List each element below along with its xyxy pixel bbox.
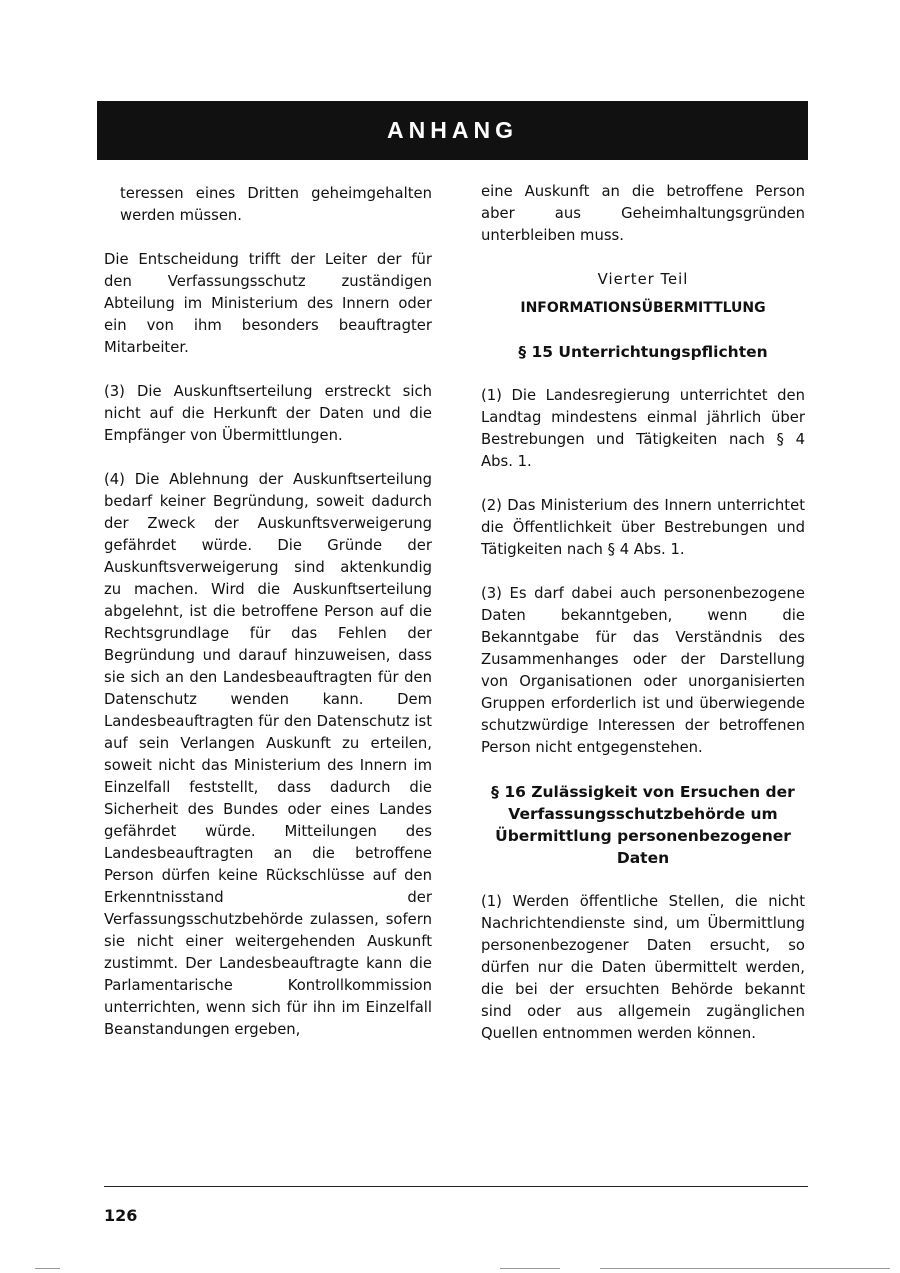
- page-number: 126: [104, 1206, 138, 1225]
- left-column: [104, 183, 432, 1063]
- section-15-paragraph-1: (1) Die Landesregierung unterrichtet den Landtag mindestens einmal jährlich über Bestrebungen und Tätigkeiten nach § 4 Abs. 1.: [481, 387, 805, 470]
- section-16-paragraph-1: (1) Werden öffentliche Stellen, die nicht Nachrichtendienste sind, um Übermittlung personenbezogener Daten ersucht, so dürfen nur die Daten übermittelt werden, die bei der ersuchten Behörde bekannt sind oder aus allgemein zugänglichen Quellen entnommen werden können.: [481, 893, 805, 1042]
- section-header-bar: [97, 101, 808, 160]
- paragraph-continued: teressen eines Dritten geheimgehalten werden müssen.: [120, 185, 432, 224]
- footer-rule: [104, 1186, 808, 1187]
- header-title: ANHANG: [387, 117, 518, 143]
- right-column: [481, 181, 805, 1067]
- section-16-heading: § 16 Zulässigkeit von Ersuchen der Verfassungsschutzbehörde um Übermittlung personenbezogener Daten: [491, 783, 795, 867]
- paragraph-4: (4) Die Ablehnung der Auskunftserteilung bedarf keiner Begründung, soweit dadurch der Zweck der Auskunftsverweigerung gefährdet würde. Die Gründe der Auskunftsverweigerung sind aktenkundig zu machen. Wird die Auskunftserteilung abgelehnt, ist die betroffene Person auf die Rechtsgrundlage für das Fehlen der Begründung und darauf hinzuweisen, dass sie sich an den Landesbeauftragten für den Datenschutz wenden kann. Dem Landesbeauftragten für den Datenschutz ist auf sein Verlangen Auskunft zu erteilen, soweit nicht das Ministerium des Innern im Einzelfall feststellt, dass dadurch die Sicherheit des Bundes oder eines Landes gefährdet würde. Mitteilungen des Landesbeauftragten an die betroffene Person dürfen keine Rückschlüsse auf den Erkenntnisstand der Verfassungsschutzbehörde zulassen, sofern sie nicht einer weitergehenden Auskunft zustimmt. Der Landesbeauftragte kann die Parlamentarische Kontrollkommission unterrichten, wenn sich für ihn im Einzelfall Beanstandungen ergeben,: [104, 471, 432, 1038]
- paragraph-continued-right: eine Auskunft an die betroffene Person aber aus Geheimhaltungsgründen unterbleiben muss.: [481, 183, 805, 244]
- paragraph-decision: Die Entscheidung trifft der Leiter der für den Verfassungsschutz zuständigen Abteilung im Ministerium des Innern oder ein von ihm besonders beauftragter Mitarbeiter.: [104, 251, 432, 356]
- scan-artifact: [500, 1268, 560, 1269]
- section-15-paragraph-3: (3) Es darf dabei auch personenbezogene Daten bekanntgeben, wenn die Bekanntgabe für das Verständnis des Zusammenhanges oder der Darstellung von Organisationen oder unorganisierten Gruppen erforderlich ist und überwiegende schutzwürdige Interessen der betroffenen Person nicht entgegenstehen.: [481, 585, 805, 756]
- section-15-paragraph-2: (2) Das Ministerium des Innern unterrichtet die Öffentlichkeit über Bestrebungen und Tätigkeiten nach § 4 Abs. 1.: [481, 497, 805, 558]
- paragraph-3: (3) Die Auskunftserteilung erstreckt sich nicht auf die Herkunft der Daten und die Empfänger von Übermittlungen.: [104, 383, 432, 444]
- scan-artifact: [600, 1268, 890, 1269]
- part-title: INFORMATIONSÜBERMITTLUNG: [520, 300, 766, 316]
- section-15-heading: § 15 Unterrichtungspflichten: [518, 343, 768, 361]
- part-label: Vierter Teil: [597, 271, 689, 288]
- scan-artifact: [35, 1268, 60, 1269]
